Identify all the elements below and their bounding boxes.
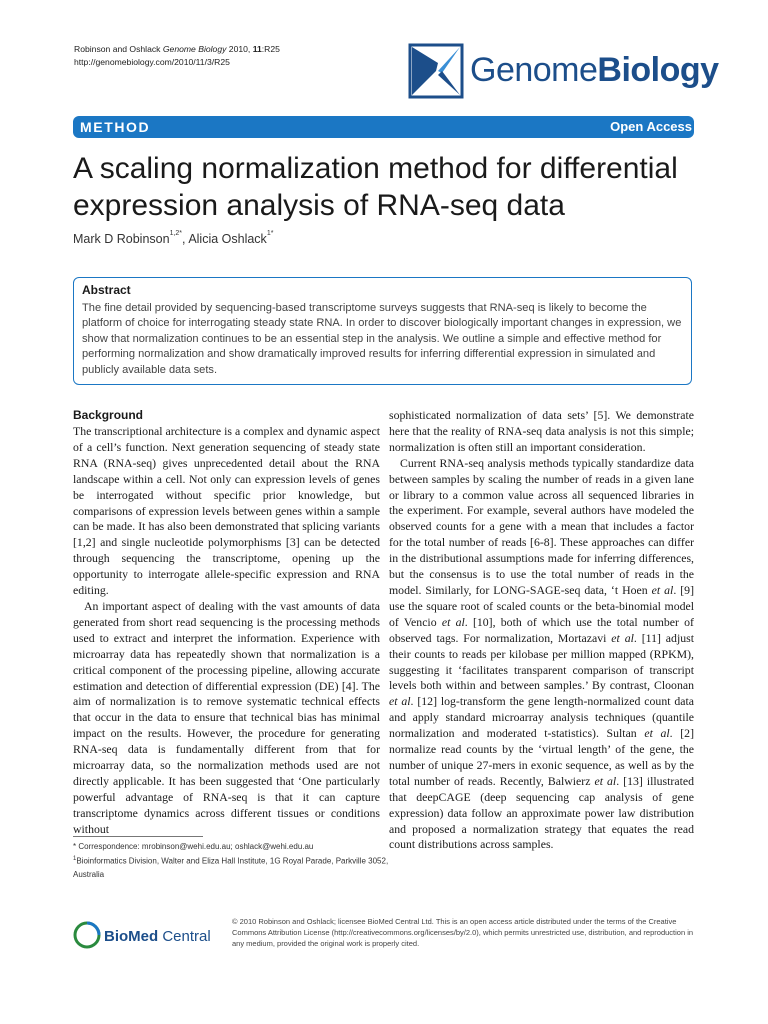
paragraph-text: . [2] normalize read counts by the ‘virtual length’ of the gene, the number of unique 27-mers in exonic sequence, as well as by the total number of reads. Recently, Balwierz xyxy=(389,726,695,788)
body-paragraph: The transcriptional architecture is a complex and dynamic aspect of a cell’s function. Next generation sequencing of steady state RNA (RNA-seq) gives unprecedented detail about the RNA landscape within a cell. Not only can expression levels of genes be interrogated without specific prior knowledge, but comparisons of expression levels between genes within a sample can be made. It has also been demonstrated that splicing variants [1,2] and single nucleotide polymorphisms [3] can be detected through sequencing the transcriptome, opening up the opportunity to interrogate allele-specific expression and RNA editing. xyxy=(73,424,380,598)
author-affiliation-marks: 1,2* xyxy=(169,230,183,237)
footnote-rule xyxy=(73,836,203,837)
citation-year: 2010, xyxy=(226,44,253,54)
article-type-bar xyxy=(73,116,694,138)
bmc-word-biomed: BioMed xyxy=(104,928,159,945)
license-text: © 2010 Robinson and Oshlack; licensee BioMed Central Ltd. This is an open access article distributed under the terms of the Creative Commons Attribution License (http://creativecommons.org/licenses/by/2.0), which permits unrestricted use, distribution, and reproduction in any medium, provided the original work is properly cited. xyxy=(232,917,694,949)
logo-word-genome: Genome xyxy=(470,51,598,89)
et-al: et al xyxy=(644,726,670,741)
open-access-label: Open Access xyxy=(610,119,692,134)
body-column-left xyxy=(73,408,380,838)
body-paragraph xyxy=(389,456,694,854)
bmc-wordmark xyxy=(104,928,211,945)
paragraph-text: . [11] adjust their counts to reads per kilobase per million mapped (RPKM), suggesting it ‘facilitates transparent comparison of transcript levels both within and between samples.’ By contrast, Cloonan xyxy=(389,630,694,693)
citation-url[interactable]: http://genomebiology.com/2010/11/3/R25 xyxy=(74,57,230,67)
citation-block xyxy=(74,43,280,69)
paragraph-text: . [12] log-transform the gene length-normalized count data and apply standard microarray analysis techniques (quantile normalization and moderated t-statistics). Sultan xyxy=(389,694,694,741)
paragraph-text: . [9] use the square root of scaled counts or the beta-binomial model of Vencio xyxy=(389,582,695,629)
author-affiliation-marks: 1* xyxy=(266,230,274,237)
author-separator: , xyxy=(182,232,189,246)
et-al: et al xyxy=(651,582,674,597)
author-list xyxy=(73,232,273,246)
affiliation-note xyxy=(73,853,393,881)
et-al: et al xyxy=(594,773,617,788)
affiliation-text: Bioinformatics Division, Walter and Eliza Hall Institute, 1G Royal Parade, Parkville 3052, Australia xyxy=(73,856,389,879)
citation-volume: 11 xyxy=(252,44,262,54)
logo-word-biology: Biology xyxy=(597,51,719,89)
bmc-ring-accent xyxy=(87,923,99,935)
article-title: A scaling normalization method for differential expression analysis of RNA-seq data xyxy=(73,152,678,222)
et-al: et al xyxy=(389,694,411,709)
article-type-label: METHOD xyxy=(80,119,151,135)
bmc-word-central: Central xyxy=(158,928,211,945)
logo-shape-left xyxy=(412,47,438,95)
section-heading-background: Background xyxy=(73,408,144,422)
author-name[interactable]: Mark D Robinson xyxy=(73,232,170,246)
logo-wordmark xyxy=(470,51,719,90)
correspondence-note: * Correspondence: mrobinson@wehi.edu.au; oshlack@wehi.edu.au xyxy=(73,842,314,851)
author-name[interactable]: Alicia Oshlack xyxy=(188,232,267,246)
body-paragraph: sophisticated normalization of data sets’ [5]. We demonstrate here that the reality of RNA-seq data analysis is not this simple; normalization is often still an important consideration. xyxy=(389,408,694,454)
footnote xyxy=(73,840,393,881)
et-al: et al xyxy=(611,630,634,645)
biomed-central-logo xyxy=(73,919,223,951)
logo-shape-top xyxy=(438,47,460,73)
paragraph-text: . [13] illustrated that deepCAGE (deep sequencing cap analysis of gene expression) data follow an approximate power law distribution and proposed a normalization strategy that equates the read count distributions across samples. xyxy=(389,773,695,852)
et-al: et al xyxy=(441,614,465,629)
body-paragraph: An important aspect of dealing with the vast amounts of data generated from short read sequencing is the processing methods used to extract and interpret the information. Experience with microarray data has repeatedly shown that normalization is a critical component of the processing pipeline, allowing accurate estimation and detection of differential expression (DE) [4]. The aim of normalization is to remove systematic technical effects that occur in the data to ensure that technical bias has minimal impact on the results. However, the procedure for generating RNA-seq data is fundamentally different from that for microarray data, so the normalization methods used are not directly applicable. It has been suggested that ‘One particularly powerful advantage of RNA-seq is that it can capture transcriptome dynamics across different tissues or conditions without xyxy=(73,598,380,836)
affiliation-mark: 1 xyxy=(73,856,77,862)
citation-article: :R25 xyxy=(261,44,280,54)
logo-shape-bottom xyxy=(438,71,460,95)
body-column-right xyxy=(389,408,694,853)
citation-line xyxy=(74,43,280,56)
paragraph-text: . [10], both of which use the total number of observed tags. For normalization, Mortazavi xyxy=(389,614,694,645)
paragraph-text: Current RNA-seq analysis methods typically standardize data between samples by scaling the number of reads in a given lane or library to a common value across all sequenced libraries in the experiment. For example, several authors have modeled the observed counts for a gene with a mean that includes a factor for the total number of reads [6-8]. These approaches can differ in the distributional assumptions made for inferring differences, but the consensus is to use the total number of reads in the model. Similarly, for LONG-SAGE-seq data, ‘t Hoen xyxy=(389,455,694,597)
abstract-text: The fine detail provided by sequencing-based transcriptome surveys suggests that RNA-seq is likely to become the platform of choice for interrogating steady state RNA. In order to discover biologically important changes in expression, we show that normalization continues to be an essential step in the analysis. We outline a simple and effective method for performing normalization and show dramatically improved results for inferring differential expression in simulated and publicly available data sets. xyxy=(82,302,682,376)
citation-authors: Robinson and Oshlack xyxy=(74,44,163,54)
citation-journal: Genome Biology xyxy=(162,44,227,54)
abstract-heading: Abstract xyxy=(82,283,131,297)
